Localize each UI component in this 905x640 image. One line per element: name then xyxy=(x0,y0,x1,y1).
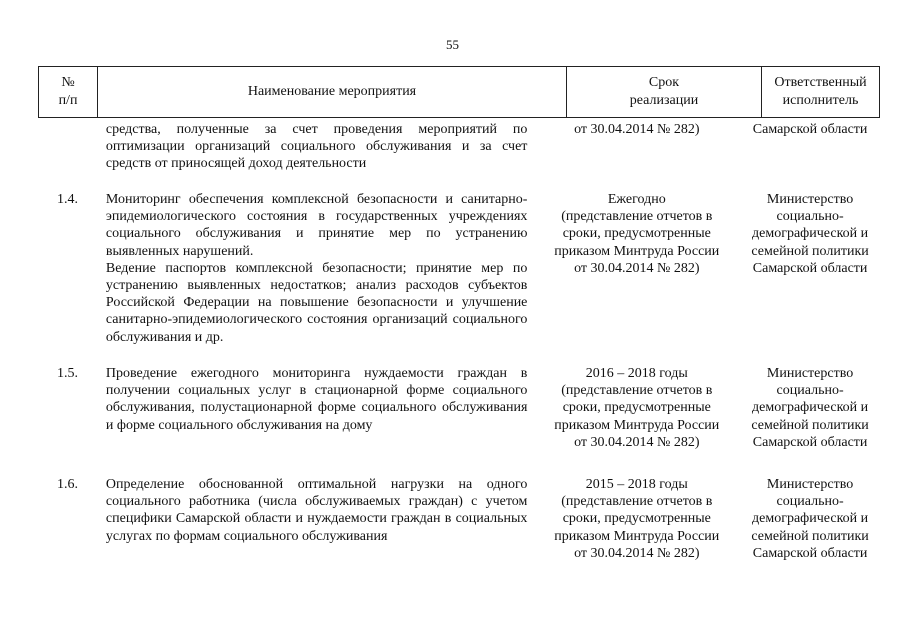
header-term-cell xyxy=(567,67,762,117)
row-term-line: (представление отчетов в xyxy=(561,383,713,399)
row-term-line: от 30.04.2014 № 282) xyxy=(574,122,700,137)
row-term-line: 2015 – 2018 годы xyxy=(585,477,688,492)
row-activity-name xyxy=(106,191,527,346)
row-responsible-line: Самарской области xyxy=(752,545,868,561)
row-responsible-line: Самарской области xyxy=(752,122,868,137)
row-term-line: приказом Минтруда России xyxy=(554,528,720,544)
row-responsible-line: Министерство xyxy=(766,366,854,381)
row-term-line: от 30.04.2014 № 282) xyxy=(574,260,700,276)
header-term-line: Срок xyxy=(648,75,680,90)
row-number: 1.4. xyxy=(56,192,78,207)
header-number-line: № xyxy=(61,75,75,90)
row-activity-paragraph: средства, полученные за счет проведения мероприятий по оптимизации организаций социального обслуживания и за счет средств от приносящей доход деятельности xyxy=(105,122,528,172)
row-activity-paragraph: Определение обоснованной оптимальной нагрузки на одного социального работника (числа обслуживаемых граждан) с учетом специфики Самарской области и нуждаемости граждан в социальных услугах по формам социального обслуживания xyxy=(105,477,528,544)
row-responsible-line: социально- xyxy=(776,494,844,510)
row-term xyxy=(539,121,734,173)
header-term-line: реализации xyxy=(629,93,699,108)
row-activity-name xyxy=(106,476,527,562)
header-number-line: п/п xyxy=(58,93,78,108)
header-name-cell xyxy=(98,67,567,117)
row-responsible xyxy=(740,121,880,173)
row-responsible-line: Самарской области xyxy=(752,260,868,276)
row-term xyxy=(539,476,734,562)
row-responsible-line: демографической и xyxy=(752,400,869,416)
row-term-line: 2016 – 2018 годы xyxy=(585,366,688,381)
row-number: 1.5. xyxy=(56,366,78,381)
header-responsible-line: исполнитель xyxy=(782,93,859,108)
row-term-line: сроки, предусмотренные xyxy=(562,400,711,416)
row-activity-paragraph: Проведение ежегодного мониторинга нуждаемости граждан в получении социальных услуг в стационарной форме социального обслуживания, полустационарной форме социального обслуживания и форме социального обслуживания на дому xyxy=(105,366,528,433)
row-term xyxy=(539,191,734,346)
row-term-line: Ежегодно xyxy=(607,192,666,207)
row-number: 1.6. xyxy=(56,477,78,492)
row-activity-paragraph: Ведение паспортов комплексной безопасности; принятие мер по устранению выявленных недостатков; анализ расходов субъектов Российской Федерации на повышение безопасности и улучшение санитарно-эпидемиологического состояния организаций социального обслуживания и др. xyxy=(105,260,528,345)
table-row xyxy=(38,121,880,173)
row-term-line: (представление отчетов в xyxy=(561,209,713,225)
table-row xyxy=(38,365,880,451)
row-term-line: приказом Минтруда России xyxy=(554,243,720,259)
row-responsible-line: семейной политики xyxy=(751,417,869,433)
row-term-line: сроки, предусмотренные xyxy=(562,511,711,527)
row-activity-name xyxy=(106,365,527,451)
row-activity-paragraph: Мониторинг обеспечения комплексной безопасности и санитарно-эпидемиологического состояния в государственных учреждениях социального обслуживания и принятие мер по устранению выявленных нарушений. xyxy=(105,192,528,259)
row-responsible-line: социально- xyxy=(776,383,844,399)
page-number: 55 xyxy=(446,37,459,52)
table-row xyxy=(38,476,880,562)
row-term-line: (представление отчетов в xyxy=(561,494,713,510)
table-header xyxy=(38,66,880,118)
row-responsible-line: семейной политики xyxy=(751,243,869,259)
row-term-line: приказом Минтруда России xyxy=(554,417,720,433)
row-responsible-line: Министерство xyxy=(766,192,854,207)
row-number xyxy=(38,121,97,173)
row-responsible xyxy=(740,365,880,451)
header-responsible-cell xyxy=(762,67,879,117)
row-responsible-line: семейной политики xyxy=(751,528,869,544)
row-responsible xyxy=(740,191,880,346)
row-term-line: сроки, предусмотренные xyxy=(562,226,711,242)
row-responsible xyxy=(740,476,880,562)
row-responsible-line: демографической и xyxy=(752,511,869,527)
row-responsible-line: демографической и xyxy=(752,226,869,242)
row-term xyxy=(539,365,734,451)
header-name-label: Наименование мероприятия xyxy=(247,84,417,99)
header-number-cell xyxy=(39,67,98,117)
row-activity-name xyxy=(106,121,527,173)
row-responsible-line: Самарской области xyxy=(752,434,868,450)
row-term-line: от 30.04.2014 № 282) xyxy=(574,434,700,450)
row-responsible-line: Министерство xyxy=(766,477,854,492)
table-row xyxy=(38,191,880,346)
header-responsible-line: Ответственный xyxy=(774,75,867,90)
row-term-line: от 30.04.2014 № 282) xyxy=(574,545,700,561)
row-responsible-line: социально- xyxy=(776,209,844,225)
